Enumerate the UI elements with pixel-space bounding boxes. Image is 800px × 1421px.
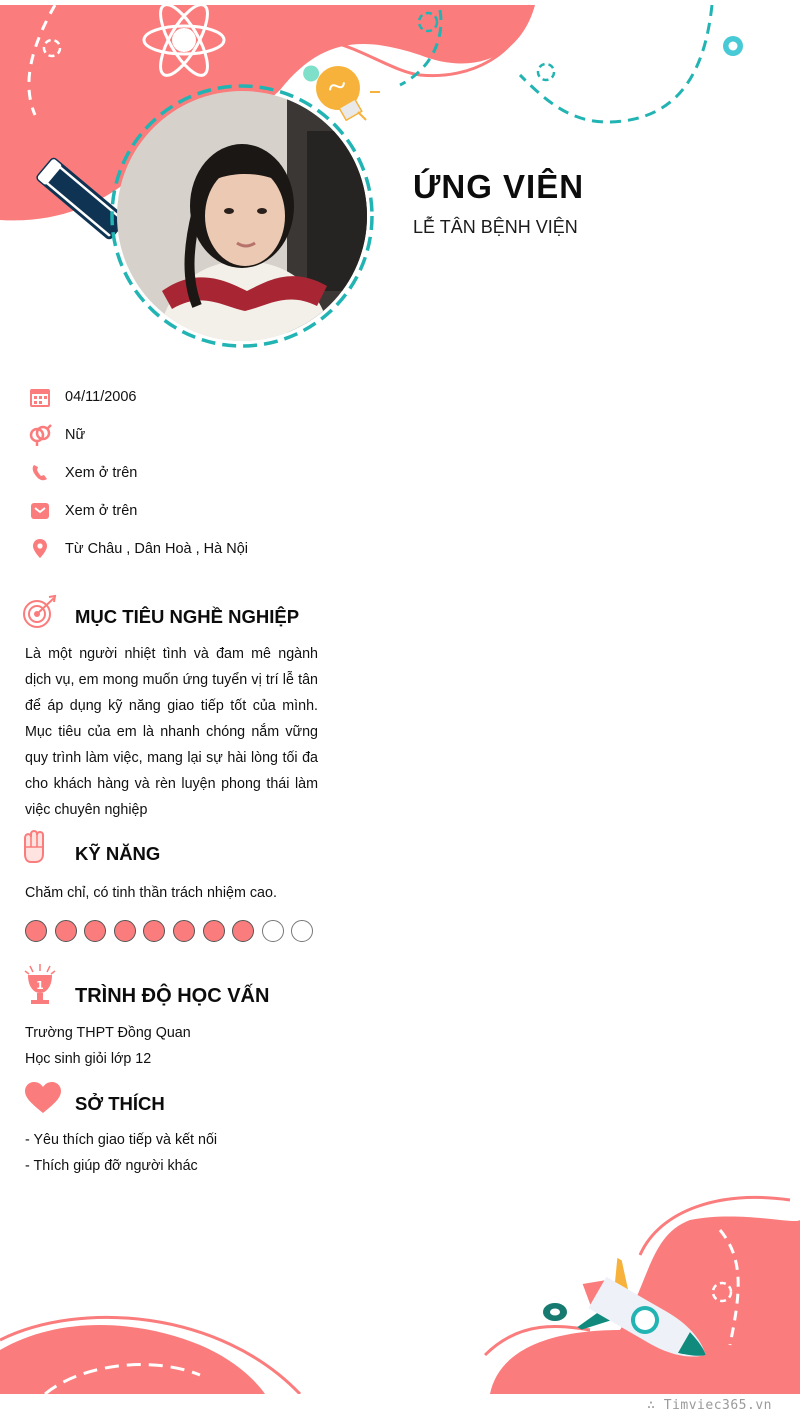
address-text: Từ Châu , Dân Hoà , Hà Nội (65, 541, 248, 557)
teal-ring-icon-bottom (543, 1303, 567, 1321)
dashed-loop-right (538, 64, 554, 80)
info-phone-row (28, 460, 137, 486)
rating-dot-empty (262, 920, 284, 942)
objective-title: MỤC TIÊU NGHỀ NGHIỆP (75, 606, 300, 627)
bottom-left-blob (0, 1325, 265, 1394)
svg-text:1: 1 (36, 979, 44, 992)
avatar (117, 91, 367, 341)
info-email-row (28, 498, 137, 524)
avatar-frame (108, 82, 376, 350)
rating-dot-empty (291, 920, 313, 942)
skills-title: KỸ NĂNG (75, 843, 161, 864)
job-position: LỄ TÂN BỆNH VIỆN (413, 217, 578, 237)
birthday-text: 04/11/2006 (65, 389, 137, 405)
phone-icon (28, 461, 52, 485)
calendar-icon (28, 385, 52, 409)
rating-dot-filled (25, 920, 47, 942)
hobby-item: - Thích giúp đỡ người khác (25, 1158, 198, 1174)
education-school: Trường THPT Đồng Quan (25, 1025, 191, 1041)
info-birthday-row (28, 384, 137, 410)
email-icon (28, 499, 52, 523)
location-pin-icon (28, 537, 52, 561)
hobby-item: - Yêu thích giao tiếp và kết nối (25, 1132, 218, 1148)
rating-dot-filled (203, 920, 225, 942)
info-address-row (28, 536, 248, 562)
target-icon (22, 594, 58, 630)
hobbies-title: SỞ THÍCH (75, 1093, 165, 1114)
rating-dot-filled (143, 920, 165, 942)
fist-icon (22, 830, 48, 864)
rating-dot-filled (232, 920, 254, 942)
email-text: Xem ở trên (65, 503, 138, 519)
objective-text: Là một người nhiệt tình và đam mê ngành dịch vụ, em mong muốn ứng tuyển vị trí lễ tân để áp dụng kỹ năng giao tiếp tốt của mình. Mục tiêu của em là nhanh chóng nắm vững quy trình làm việc, mang lại sự hài lòng tối đa cho khách hàng và rèn luyện phong thái làm việc chuyên nghiệp (25, 646, 318, 818)
watermark: ∴ Timviec365.vn (647, 1398, 772, 1413)
heart-icon (24, 1082, 62, 1114)
rating-dot-filled (114, 920, 136, 942)
info-gender-row (28, 422, 85, 448)
education-note: Học sinh giỏi lớp 12 (25, 1051, 152, 1067)
phone-text: Xem ở trên (65, 465, 138, 481)
gender-text: Nữ (65, 427, 86, 443)
rating-dot-filled (84, 920, 106, 942)
skill-item: Chăm chỉ, có tinh thần trách nhiệm cao. (25, 885, 277, 901)
skill-rating (25, 920, 321, 942)
trophy-icon (22, 963, 58, 1007)
footer-decoration (0, 1180, 800, 1421)
education-title: TRÌNH ĐỘ HỌC VẤN (75, 985, 270, 1007)
candidate-name: ỨNG VIÊN (413, 168, 585, 205)
rating-dot-filled (55, 920, 77, 942)
avatar-photo (117, 91, 367, 341)
gender-icon (28, 423, 52, 447)
rating-dot-filled (173, 920, 195, 942)
teal-ring-icon (723, 36, 743, 56)
